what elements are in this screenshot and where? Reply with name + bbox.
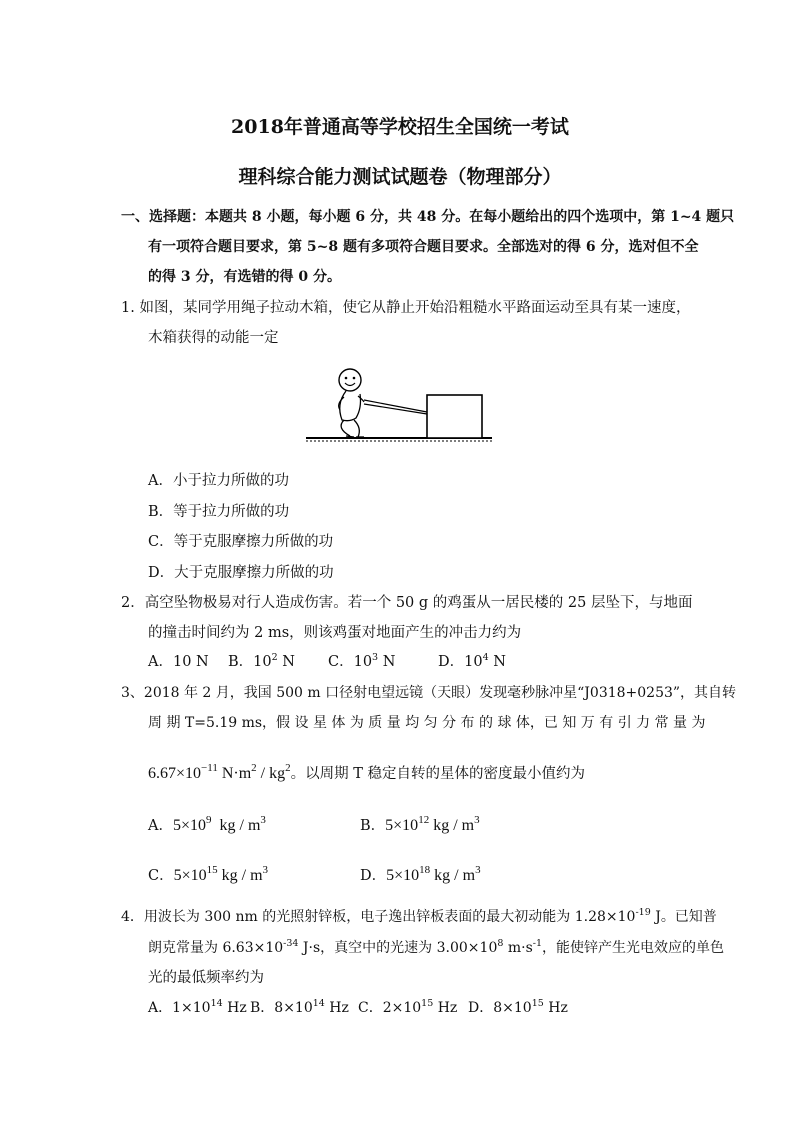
q4-option-a: A．$1\times 10^{14}$ Hz: [148, 998, 247, 1016]
q3-option-a: A．$5\times 10^9$ kg / $m^3$: [148, 814, 266, 834]
person-leg: [341, 420, 350, 436]
q1-stem-line1: 1. 如图，某同学用绳子拉动木箱，使它从静止开始沿粗糙水平路面运动至具有某一速度，: [121, 300, 691, 316]
q4-stem-line1: 4．用波长为 300 nm 的光照射锌板，电子逸出锌板表面的最大初动能为 $1.28\times 10^{-19}$ J。已知普: [121, 907, 717, 925]
q4-stem-line2: 朗克常量为 $6.63\times 10^{-34}$ J·s，真空中的光速为 $3.00\times 10^8$ $m\cdot s^{-1}$，能使锌产生光电效应的单色: [148, 938, 725, 956]
section-instruction-line1: 一、选择题：本题共 8 小题，每小题 6 分，共 48 分。在每小题给出的四个选项中，第 1~4 题只: [121, 209, 735, 225]
q1-stem-line2: 木箱获得的动能一定: [148, 330, 279, 346]
q4-option-b: B．$8\times 10^{14}$ Hz: [250, 998, 349, 1016]
exam-title: 2018年普通高等学校招生全国统一考试: [231, 116, 569, 138]
person-pulling-box-figure: [306, 364, 492, 450]
q3-option-b: B．$5\times 10^{12}$ kg / $m^3$: [360, 814, 480, 834]
q1-option-d: D．大于克服摩擦力所做的功: [148, 565, 334, 581]
exam-subtitle: 理科综合能力测试试题卷（物理部分）: [238, 166, 562, 188]
q1-option-a: A．小于拉力所做的功: [148, 473, 289, 489]
q2-option-d: D．$10^4$ N: [438, 652, 506, 670]
person-body: [340, 391, 361, 421]
q4-option-c: C．$2\times 10^{15}$ Hz: [358, 998, 458, 1016]
gravitational-constant: $6.67\times 10^{-11}$ $N\cdot m^2 / kg^2$: [148, 762, 291, 782]
q2-option-b: B．$10^2$ N: [228, 652, 295, 670]
q4-stem-line3: 光的最低频率约为: [148, 970, 264, 986]
q1-option-c: C．等于克服摩擦力所做的功: [148, 534, 334, 550]
person-head: [339, 369, 361, 391]
q1-option-b: B．等于拉力所做的功: [148, 504, 290, 520]
q2-option-a: A．10 N: [148, 654, 209, 670]
q2-stem-line1: 2．高空坠物极易对行人造成伤害。若一个 50 g 的鸡蛋从一居民楼的 25 层坠下，与地面: [121, 595, 693, 611]
section-instruction-line2: 有一项符合题目要求，第 5~8 题有多项符合题目要求。全部选对的得 6 分，选对但不全: [148, 239, 699, 255]
q3-stem-line3: $6.67\times 10^{-11}$ $N\cdot m^2 / kg^2$。以周期 T 稳定自转的星体的密度最小值约为: [148, 762, 585, 782]
q4-option-d: D．$8\times 10^{15}$ Hz: [468, 998, 568, 1016]
q3-option-c: C．$5\times 10^{15}$ kg / $m^3$: [148, 864, 269, 884]
q2-stem-line2: 的撞击时间约为 2 ms，则该鸡蛋对地面产生的冲击力约为: [148, 625, 522, 641]
wooden-box: [427, 395, 482, 438]
q2-option-c: C．$10^3$ N: [328, 652, 396, 670]
section-instruction-line3: 的得 3 分，有选错的得 0 分。: [148, 269, 341, 285]
q3-stem-line2: 周 期 T=5.19 ms，假 设 星 体 为 质 量 均 匀 分 布 的 球 体，已 知 万 有 引 力 常 量 为: [148, 715, 706, 731]
q3-option-d: D．$5\times 10^{18}$ kg / $m^3$: [360, 864, 481, 884]
q3-stem-line1: 3、2018 年 2 月，我国 500 m 口径射电望远镜（天眼）发现毫秒脉冲星“J0318+0253”，其自转: [121, 685, 737, 701]
